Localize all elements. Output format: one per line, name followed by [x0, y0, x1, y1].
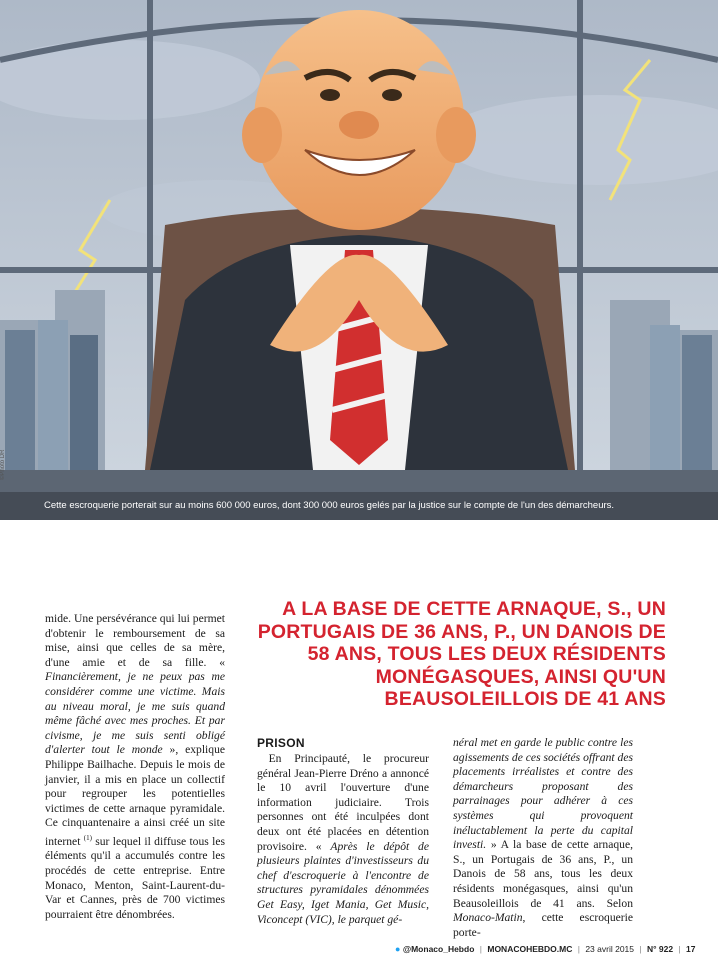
twitter-icon: ● [395, 944, 401, 954]
column-2-paragraph: En Principauté, le procureur général Jean-Pierre Dréno a annoncé le 10 avril l'ouverture d'une information judiciaire. Trois personnes ont été inculpées dont deux ont été placées en détention provisoire. « Après le dépôt de plusieurs plaintes d'investisseurs du chef d'escroquerie à l'encontre de structures pyramidales dénommées Get Easy, Iget Mania, Get Music, Viconcept (VIC), le parquet gé- [257, 752, 430, 926]
pull-quote: A LA BASE DE CETTE ARNAQUE, S., UN PORTUGAIS DE 36 ANS, P., UN DANOIS DE 58 ANS, TOUS LES DEUX RÉSIDENTS MONÉGASQUES, AINSI QU'UN BEAUSOLEILLOIS DE 41 ANS [257, 598, 666, 710]
photo-caption: Cette escroquerie porterait sur au moins 600 000 euros, dont 300 000 euros gelés par la justice sur le compte de l'un des démarcheurs. [44, 500, 615, 511]
issue-number: N° 922 [646, 944, 674, 954]
article-column-1 [45, 612, 225, 922]
article-column-3 [453, 736, 633, 940]
footnote-marker: (1) [83, 833, 92, 842]
page-number: 17 [686, 944, 696, 954]
photo-credit: ©Photo DR [0, 449, 6, 480]
section-subhead: PRISON [257, 736, 305, 750]
issue-date: 23 avril 2015 [585, 944, 634, 954]
column-1-paragraph: mide. Une persévérance qui lui permet d'obtenir le remboursement de sa mise, ainsi que celles de sa mère, d'une amie et de sa fille. « Financièrement, je ne peux pas me considérer comme une victime. Mais au niveau moral, je me suis quand même fâché avec mes proches. Et par civisme, je me suis senti obligé d'alerter tout le monde », explique Philippe Bailhache. Depuis le mois de janvier, il a mis en place un collectif pour regrouper les potentielles victimes de cette arnaque pyramidale. Ce cinquantenaire a ainsi créé un site internet $^{(1)}$ sur lequel il diffuse tous les éléments qu'il a accumulés contre les procédés de cette entreprise. Entre Monaco, Menton, Saint-Laurent-du-Var et Cannes, près de 700 victimes pourraient être dénombrées. [45, 612, 226, 921]
column-3-paragraph: néral met en garde le public contre les agissements de ces sociétés offrant des placements irréalistes et contre des démarcheurs proposant des parrainages pour adhérer à ces systèmes qui provoquent inéluctablement la perte du capital investi. » A la base de cette arnaque, S., un Portugais de 36 ans, P., un Danois de 58 ans, tous les deux résidents monégasques, ainsi qu'un Beausoleillois de 41 ans. Selon Monaco-Matin, cette escroquerie porte- [453, 736, 633, 939]
article-column-2 [257, 736, 429, 927]
page-footer: ● @Monaco_Hebdo | MONACOHEBDO.MC | 23 avril 2015 | N° 922 | 17 [395, 944, 696, 954]
binders-left [5, 320, 98, 470]
website-link[interactable]: MONACOHEBDO.MC [487, 944, 573, 954]
twitter-handle[interactable]: @Monaco_Hebdo [402, 944, 475, 954]
